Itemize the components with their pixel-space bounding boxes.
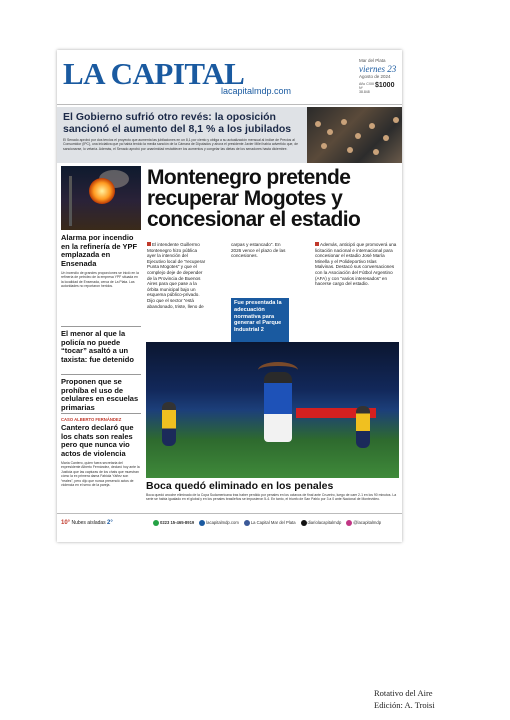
- masthead: [57, 50, 402, 105]
- boca-headline[interactable]: Boca quedó eliminado en los penales: [146, 480, 334, 492]
- newspaper-front-page: [57, 50, 402, 542]
- main-story-col-1-text: El intendente Guillermo Montenegro hizo pública ayer la intención del Ejecutivo local de “recuperar Punta Mogotes” y que el complejo deje de depender de la Provincia de Buenos Aires para que pase a la órbita municipal bajo un esquema público-privado. Dijo que el sector “está abandonado, triste, lleno de: [147, 242, 206, 309]
- senate-photo: [307, 107, 402, 163]
- credits-program: Rotativo del Aire: [374, 688, 433, 698]
- boca-body: Boca quedó anoche eliminado de la Copa Sudamericana tras haber perdido por penales en los octavos de final ante Cruzeiro, luego de caer 2-1 en los 90 minutos. La serie se había igualado en el global y en los penales brasileños se impusieron 5-4. En tanto, el triunfo de San Pablo por 3 a 0 ante Nacional de Montevideo.: [146, 493, 397, 502]
- twitter-link[interactable]: diariolacapitalmdp: [301, 520, 342, 526]
- refinery-fire-photo: [61, 166, 141, 230]
- globe-icon: [199, 520, 205, 526]
- whatsapp-icon: [153, 520, 159, 526]
- newspaper-logo: LA CAPITAL: [63, 56, 245, 91]
- edition-number: Año CXIII Nº 38.848: [359, 82, 374, 94]
- boca-match-photo: [146, 342, 399, 478]
- city-label: Mar del Plata: [359, 58, 386, 63]
- x-twitter-icon: [301, 520, 307, 526]
- bullet-square-icon: [147, 242, 151, 246]
- top-story-band: [57, 107, 402, 163]
- top-story-headline: El Gobierno sufrió otro revés: la oposición sancionó el aumento del 8,1 % a los jubilados: [63, 111, 292, 135]
- masthead-date-block: [359, 58, 399, 80]
- price-label: $1000: [375, 82, 395, 89]
- website-label: lacapitalmdp.com: [221, 86, 292, 96]
- site-link[interactable]: lacapitalmdp.com: [199, 520, 239, 526]
- day-label: viernes 23: [359, 64, 397, 74]
- story-cantero-headline: Cantero declaró que los chats son reales pero que nunca vio actos de violencia: [61, 423, 134, 458]
- instagram-icon: [346, 520, 352, 526]
- credits-editor: Edición: A. Troisi: [374, 700, 435, 710]
- story-ypf-headline: Alarma por incendio en la refinería de YPF emplazada en Ensenada: [61, 233, 138, 268]
- main-story-col-1: [147, 242, 207, 309]
- story-celulares[interactable]: [61, 374, 141, 412]
- credits: [374, 687, 435, 711]
- main-headline[interactable]: Montenegro pretende recuperar Mogotes y concesionar el estadio: [147, 166, 361, 231]
- left-column: [61, 166, 141, 506]
- facebook-link[interactable]: La Capital Mar del Plata: [244, 520, 296, 526]
- main-story-col-2: [231, 242, 291, 259]
- refinery-tower: [69, 176, 72, 226]
- story-ypf-body: Un incendio de grandes proporciones se inició en la refinería de petróleo de la empresa YPF situada en la localidad de Ensenada, cerca de La Plata. Las autoridades no reportaron heridos.: [61, 271, 139, 289]
- story-celulares-headline: Proponen que se prohíba el uso de celulares en escuelas primarias: [61, 377, 139, 412]
- parque-industrial-box[interactable]: Fue presentada la adecuación normativa para generar el Parque Industrial 2: [231, 298, 289, 342]
- whatsapp-link[interactable]: 0223 15-465-8919: [153, 520, 194, 526]
- instagram-link[interactable]: @lacapitalmdp: [346, 520, 381, 526]
- main-story-col-3-text: Además, anticipó que promoverá una licitación nacional e internacional para concesionar el estadio José María Minella y el Polideportivo Islas Malvinas. Destacó sus conversaciones con la Asociación del Fútbol Argentino (AFA) y con “varios interesados” en hacerse cargo del estadio.: [315, 242, 397, 287]
- story-cantero[interactable]: [61, 413, 141, 487]
- social-links: [153, 520, 381, 526]
- story-cantero-body: María Cantero, quien fuera secretaria del expresidente Alberto Fernández, declaró hoy ante la Justicia que las capturas de los chats que muestran cómo la ex primera dama Fabiola Yáñez son “reales”, pero dijo que nunca presenció actos de violencia en el seno de la pareja.: [61, 461, 140, 488]
- bullet-square-icon: [315, 242, 319, 246]
- story-ypf[interactable]: [61, 234, 141, 289]
- boca-player-right: [356, 406, 370, 448]
- main-story-col-3: [315, 242, 397, 287]
- weather-text: Nubes aisladas: [71, 520, 106, 526]
- cruzeiro-player: [264, 372, 292, 442]
- top-story-body: El Senado aprobó por dos tercios el proyecto que aumenta las jubilaciones en un 8,1 por ciento y obliga a su actualización mensual al índice de Precios al Consumidor (IPC), una iniciativa que ya había tenido la media sanción de la Cámara de Diputados y ahora el presidente Javier Milei había advertido que, de sancionarse, lo vetaría. Además, el Senado aprobó por unanimidad restablecer los aumentos y congelar las dietas de los senadores hasta diciembre.: [63, 138, 299, 151]
- temp-min: 2°: [107, 520, 113, 526]
- fire-flame: [89, 178, 115, 204]
- weather-block: [61, 520, 113, 526]
- temp-max: 10°: [61, 520, 71, 526]
- date-label: Agosto de 2024: [359, 74, 391, 79]
- footer-bar: [57, 513, 402, 536]
- story-taxista-headline: El menor al que la policía no puede “tocar” asaltó a un taxista: fue detenido: [61, 329, 134, 364]
- main-story-col-2-text: carpas y estancado”. En 2026 vence el plazo de las concesiones.: [231, 242, 286, 259]
- facebook-icon: [244, 520, 250, 526]
- boca-player-left: [162, 402, 176, 446]
- story-cantero-kicker: CASO ALBERTO FERNÁNDEZ: [61, 417, 122, 422]
- story-taxista[interactable]: [61, 326, 141, 364]
